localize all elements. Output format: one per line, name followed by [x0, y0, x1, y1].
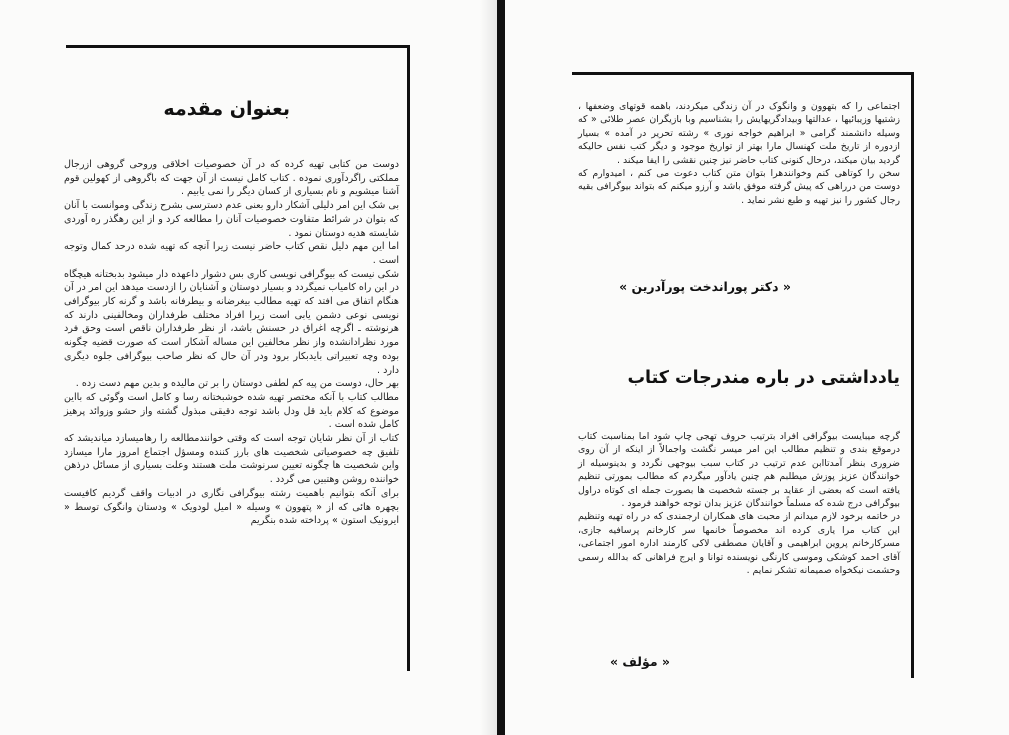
left-page-top-rule	[66, 45, 410, 48]
gutter-shadow	[480, 0, 497, 735]
right-page-intro	[578, 100, 900, 207]
author-signature: « مؤلف »	[609, 654, 670, 669]
right-intro-paragraph: اجتماعی را که بتهوون و وانگوک در آن زندگی میکردند، باهمه قوتهای وضعفها ، زشتیها وزیبائیها ، عدالتها وبیدادگریهایش را بشناسیم وبا بازیگران عصر طلائی « که وسیله دانشمند گرامی « ابراهیم خواجه نوری » رشته تحریر در آمده » بسیار ازدوره از تاریخ ملت کهنسال مارا بهتر از تواریخ موجود و دیگر کتب نفس حالیکه گردید بیان میکند، درحال کنونی کتاب حاضر نیز چنین نقشی را ایفا میکند .	[578, 101, 900, 166]
right-notes-paragraph: در خاتمه برخود لازم میدانم از محبت های همکاران ارجمندی که در راه تهیه وتنظیم این کتاب مرا یاری کرده اند مخصوصاً خانمها سر کارخانم پرسافیه جازی، مسرکارخانم پروین ابراهیمی و آقایان مصطفی لاکی کارمند اداره امور اجتماعی، آقای احمد کوشکی وموسی کارنگی نویسنده توانا و ایرج فراهانی که بدالله رسمی وحشمت نیکخواه صمیمانه تشکر نمایم .	[578, 511, 900, 577]
left-paragraph: مطالب کتاب با آنکه مختصر تهیه شده خوشبختانه رسا و کامل است وگوئی که بااین موضوع که کلام باید قل ودل باشد توجه دقیقی مبذول گشته واز حشو وزوائد پرهیز کامل شده است .	[64, 391, 399, 431]
left-page-title: بعنوان مقدمه	[163, 98, 290, 120]
left-paragraph: بهر حال، دوست من پیه کم لطفی دوستان را بر تن مالیده و بدین مهم دست زده .	[75, 378, 399, 390]
left-page-body	[64, 158, 399, 528]
left-page-right-border	[407, 45, 410, 671]
right-intro-paragraph: سخن را کوتاهی کنم وخوانندهرا بتوان متن کتاب دعوت می کنم ، امیدوارم که دوست من درراهی که پیش گرفته موفق باشد و آرزو میکنم که بتواند بیوگرافی بقیه رجال کشور را نیز تهیه و طبع نشر نماید .	[578, 168, 900, 206]
left-paragraph: برای آنکه بتوانیم باهمیت رشته بیوگرافی نگاری در ادبیات واقف گردیم کافیست بچهره هائی که از « پتهوون » وسیله « امیل لودویک » ودستان وانگوک توسط « ایرونیک استون » پرداخته شده بنگریم	[64, 487, 399, 527]
right-page-right-border	[911, 72, 914, 678]
book-gutter	[497, 0, 505, 735]
right-page-notes	[578, 430, 900, 577]
right-page-top-rule	[572, 72, 914, 75]
preface-signature: « دکتر پوراندخت پورآدرین »	[619, 279, 791, 294]
left-paragraph: شکی نیست که بیوگرافی نویسی کاری بس دشوار داعهده دار میشود بدبختانه هیچگاه در این راه کامیاب نمیگردد و بسیار دوستان و آشنایان را ازدست میدهد این امر در آن هنگام اتفاق می افتد که تهیه مطالب بیغرضانه و بیطرفانه باشد و گرنه کار بیوگرافی نویسی نوعی دشمن یابی است زیرا افراد مختلف طرفداران ومخالفینی دارند که هرنوشته ـ اگرچه اغراق در حسنش باشد، از نظر طرفداران ناقص است وحق فرد مورد نظرادانشده واز نظر مخالفین این مساله آشکار است که صورت قضیه چگونه بوده وچه تعبیراتی بایدبکار برود ودر آن حال که نظر صاحب بیوگرافی جلوه دیگری دارد .	[64, 268, 399, 376]
left-paragraph: دوست من کتابی تهیه کرده که در آن خصوصیات اخلاقی وروحی گروهی ازرجال مملکتی راگردآوری نموده . کتاب کامل نیست از آن جهت که باگروهی از کهولین قوم آشنا میشویم و نام بسیاری از کسان دیگر را نمی یابیم .	[64, 159, 399, 198]
section-title: یادداشتی در باره مندرجات کتاب	[627, 368, 900, 388]
left-paragraph: بی شک این امر دلیلی آشکار دارو بعنی عدم دسترسی بشرح زندگی وموانست با آنان که بتوان در شرائط متفاوت خصوصیات آنان را مطالعه کرد و از این رهگذر ره آوردی شایسته هدیه دوستان نمود .	[64, 200, 399, 239]
right-notes-paragraph: گرچه میبایست بیوگرافی افراد بترتیب حروف تهجی چاپ شود اما بمناسبت کتاب درموقع بندی و تنظیم مطالب این امر میسر نگشت واجمالاً از اینکه از آن روی ضروری بنظر آمدتاابن عدم ترتیب در کتاب سبب بیوجهی نگردد و بدینوسیله از خوانندگان عزیز پوزش میطلبم هم چنین یادآور میگردم که مطالب بمورتی تنظیم یافته است که بعضی از عقاید بر جسته شخصیت ها بصورت جمله ای کوتاه دراول بیوگرافی درج شده که مسلماً خوانندگان عزیز بدان توجه خواهند فرمود .	[578, 431, 900, 510]
left-paragraph: اما این مهم دلیل نقص کتاب حاضر نیست زیرا آنچه که تهیه شده درحد کمال وتوجه است .	[64, 241, 399, 266]
left-paragraph: کتاب از آن نظر شایان توجه است که وقتی خوانندمطالعه را رهامیسازد میاندیشد که تلفیق چه خصوصیاتی شخصیت های بارز کننده ومسؤل اجتماع امروز مارا میسازد واین شخصیت ها چگونه تعیین سرنوشت ملت هستند وعلت بسیاری از مسائل درذهن خواننده روشن وهتبین می گردد .	[64, 433, 399, 486]
